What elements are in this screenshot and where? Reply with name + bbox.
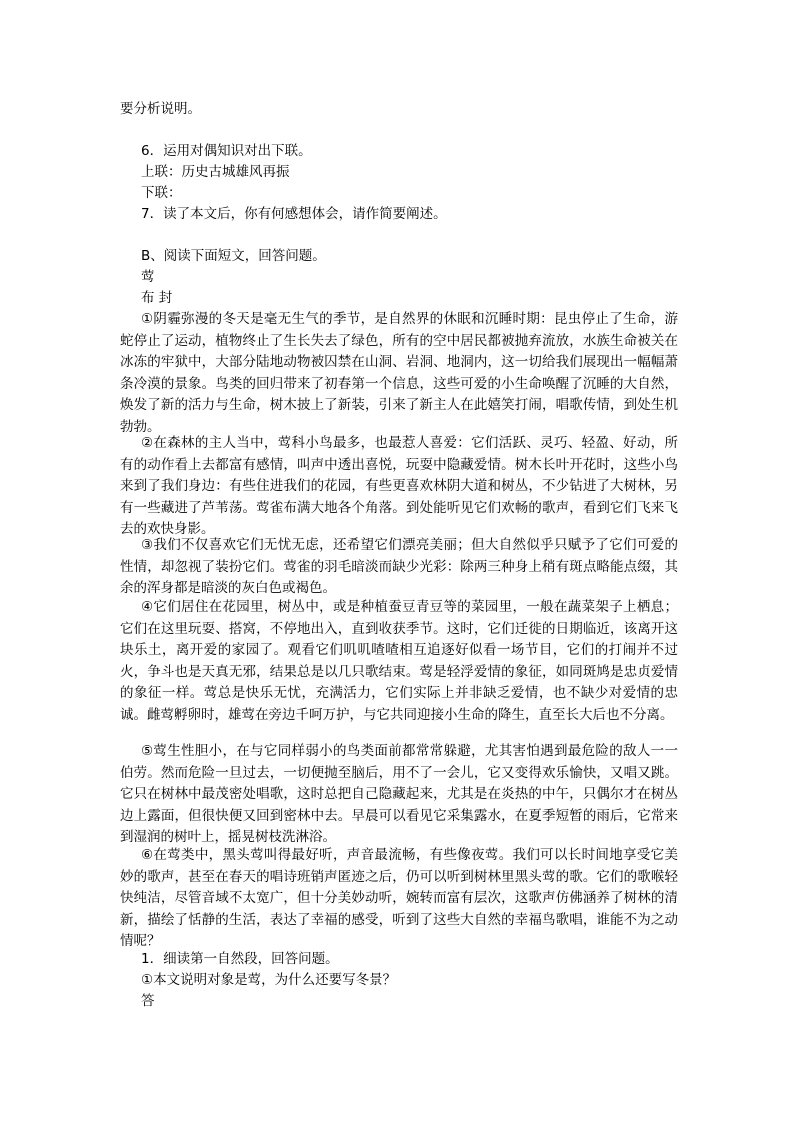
question-6: 6．运用对偶知识对出下联。 xyxy=(141,143,312,159)
paragraph-4: ④它们居住在花园里，树丛中，或是种植蚕豆青豆等的菜园里，一般在蔬菜架子上栖息；它们在这里玩耍、搭窝，不停地出入，直到收获季节。这时，它们迁徙的日期临近，该离开这块乐土，离开爱的家园了。观看它们叽叽喳喳相互追逐好似看一场节目，它们的打闹并不过火，争斗也是天真无邪，结果总是以几只歌结束。莺是轻浮爱情的象征，如同斑鸠是忠贞爱情的象征一样。莺总是快乐无忧，充满活力，它们实际上并非缺乏爱情，也不缺少对爱情的忠诚。雌莺孵卵时，雄莺在旁边千呵万护，与它共同迎接小生命的降生，直至长大后也不分离。 xyxy=(120,599,678,723)
paragraph-2: ②在森林的主人当中，莺科小鸟最多，也最惹人喜爱：它们活跃、灵巧、轻盈、好动，所有的动作看上去都富有感情，叫声中透出喜悦，玩耍中隐藏爱情。树木长叶开花时，这些小鸟来到了我们身边：有些住进我们的花园，有些更喜欢林阴大道和树丛，不少钻进了大树林，另有一些藏进了芦苇荡。莺雀布满大地各个角落。到处能听见它们欢畅的歌声，看到它们飞来飞去的欢快身影。 xyxy=(120,435,678,538)
question-1-sub: ①本文说明对象是莺，为什么还要写冬景？ xyxy=(141,972,397,988)
paragraph-6: ⑥在莺类中，黑头莺叫得最好听，声音最流畅，有些像夜莺。我们可以长时间地享受它美妙的歌声，甚至在春天的唱诗班销声匿迹之后，仍可以听到树林里黑头莺的歌。它们的歌喉轻快纯洁，尽管音域不太宽广，但十分美妙动听，婉转而富有层次，这歌声仿佛涵养了树林的清新，描绘了恬静的生活，表达了幸福的感受，听到了这些大自然的幸福鸟歌唱，谁能不为之动情呢？ xyxy=(120,847,678,950)
answer-prompt: 答 xyxy=(141,993,155,1009)
article-title: 莺 xyxy=(141,269,155,285)
couplet-upper-line: 上联：历史古城雄风再振 xyxy=(141,164,290,180)
article-author: 布 封 xyxy=(141,290,173,306)
paragraph-5: ⑤莺生性胆小，在与它同样弱小的鸟类面前都常常躲避，尤其害怕遇到最危险的敌人一一伯劳。然而危险一旦过去，一切便抛至脑后，用不了一会儿，它又变得欢乐愉快，又唱又跳。它只在树林中最茂密处唱歌，这时总把自己隐藏起来，尤其是在炎热的中午，只偶尔才在树丛边上露面，但很快便又回到密林中去。早晨可以看见它采集露水，在夏季短暂的雨后，它常来到湿润的树叶上，摇晃树枝洗淋浴。 xyxy=(120,743,678,846)
previous-question-tail: 要分析说明。 xyxy=(120,101,201,117)
paragraph-3: ③我们不仅喜欢它们无忧无虑，还希望它们漂亮美丽；但大自然似乎只赋予了它们可爱的性情，却忽视了装扮它们。莺雀的羽毛暗淡而缺少光彩：除两三种身上稍有斑点略能点缀，其余的浑身都是暗淡的灰白色或褐色。 xyxy=(120,537,678,597)
section-b-instruction: B、阅读下面短文，回答问题。 xyxy=(141,248,326,264)
couplet-lower-line: 下联： xyxy=(141,185,182,201)
question-7: 7．读了本文后，你有何感想体会，请作简要阐述。 xyxy=(141,206,447,222)
paragraph-1: ①阴霾弥漫的冬天是毫无生气的季节，是自然界的休眠和沉睡时期：昆虫停止了生命，游蛇停止了运动，植物终止了生长失去了绿色，所有的空中居民都被抛弃流放，水族生命被关在冰冻的牢狱中，大部分陆地动物被囚禁在山洞、岩洞、地洞内，这一切给我们展现出一幅幅萧条冷漠的景象。鸟类的回归带来了初春第一个信息，这些可爱的小生命唤醒了沉睡的大自然，焕发了新的活力与生命，树木披上了新装，引来了新主人在此嬉笑打闹，唱歌传情，到处生机勃勃。 xyxy=(120,311,678,435)
question-1: 1．细读第一自然段，回答问题。 xyxy=(141,951,339,967)
